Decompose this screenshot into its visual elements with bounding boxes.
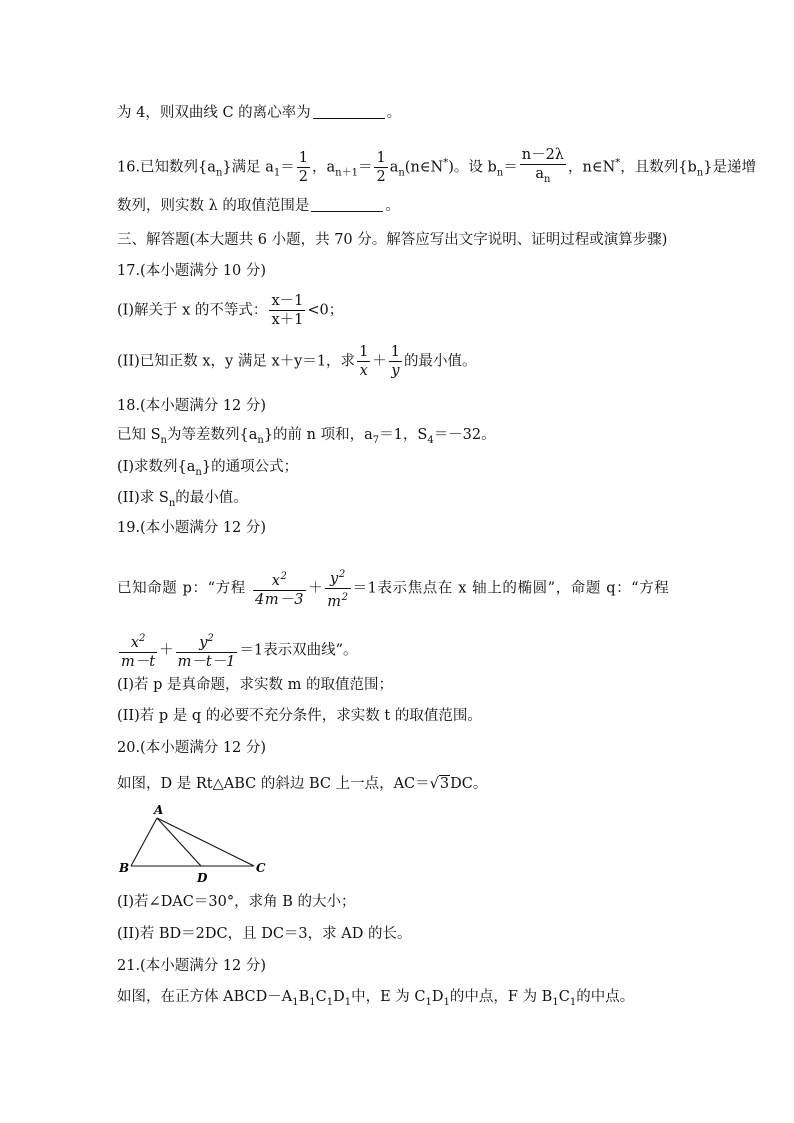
- numerator-text: x: [130, 634, 139, 651]
- q16-text: 数列，则实数 λ 的取值范围是: [117, 198, 310, 214]
- q19-text: ＝1表示双曲线”。: [239, 642, 358, 659]
- fraction-inequality: [269, 292, 305, 329]
- denominator: 2: [376, 168, 386, 185]
- q16-text: ＝: [503, 159, 518, 176]
- q20-text: 如图，D 是 Rt△ABC 的斜边 BC 上一点，AC＝: [117, 776, 430, 792]
- numerator-text: x: [271, 572, 281, 589]
- q17-text: (I)解关于 x 的不等式：: [117, 302, 268, 319]
- q17-text: 的最小值。: [404, 353, 477, 370]
- q21-text: 的中点，F 为 B: [449, 989, 553, 1005]
- numerator: [325, 566, 350, 589]
- denominator: x: [359, 363, 368, 379]
- numerator: [176, 630, 238, 653]
- q21-text: 中，E 为 C: [351, 989, 426, 1005]
- numerator: 1: [376, 149, 386, 166]
- sqrt-three: √3: [429, 776, 450, 792]
- fraction-bn: [520, 146, 566, 189]
- side-ac: [157, 818, 254, 866]
- q16-text: (n∈N: [404, 159, 444, 176]
- numerator: 1: [390, 344, 401, 360]
- subscript: n: [543, 173, 551, 185]
- fraction-y2-over-m2: [325, 566, 350, 611]
- fraction-one-half: [374, 149, 387, 186]
- numerator: [253, 568, 306, 591]
- q19-stem-line-1: [117, 566, 669, 611]
- denominator-text: a: [535, 166, 544, 182]
- q15-text: 为 4，则双曲线 C 的离心率为: [117, 105, 311, 121]
- segment-ad: [157, 818, 201, 866]
- q19-part-2: (II)若 p 是 q 的必要不充分条件，求实数 t 的取值范围。: [117, 708, 482, 724]
- numerator: [119, 630, 157, 653]
- fraction-x2-over-m-t: [119, 630, 157, 671]
- denominator: 4m－3: [255, 591, 305, 608]
- q15-end: 。: [386, 105, 402, 121]
- q16-text: }满足 a: [222, 159, 274, 176]
- q17-part-1: [117, 292, 343, 329]
- superscript: *: [615, 157, 621, 169]
- q17-part-2: [117, 343, 477, 380]
- q16-text: ，a: [311, 159, 336, 176]
- subscript: 1: [569, 996, 577, 1008]
- subscript: 1: [292, 996, 299, 1008]
- subscript: n: [195, 466, 202, 478]
- subscript: 1: [273, 167, 281, 179]
- q19-text: ＝1表示焦点在 x 轴上的椭圆”，命题 q：“方程: [352, 580, 670, 597]
- q19-stem-line-2: [117, 630, 358, 671]
- vertex-label-b: B: [119, 861, 130, 875]
- fraction-y2-over-m-t-1: [176, 630, 238, 671]
- q21-text: C: [558, 989, 570, 1005]
- answer-blank[interactable]: [313, 104, 385, 119]
- section-3-heading: 三、解答题(本大题共 6 小题，共 70 分。解答应写出文字说明、证明过程或演算步骤): [117, 232, 668, 248]
- q21-stem: [117, 987, 634, 1013]
- subscript: n＋1: [335, 167, 358, 179]
- q19-text: 已知命题 p：“方程: [117, 580, 252, 597]
- q16-line-2: [117, 196, 400, 216]
- subscript: n: [257, 434, 264, 446]
- q16-text: ，n∈N: [568, 159, 616, 176]
- fraction-one-half: [297, 149, 310, 186]
- subscript: 1: [552, 996, 559, 1008]
- numerator: x－1: [271, 293, 304, 309]
- q17-text: (II)已知正数 x，y 满足 x＋y＝1，求: [117, 353, 356, 370]
- numerator: n－2λ: [521, 147, 564, 163]
- q21-text: D: [333, 989, 345, 1005]
- subscript: 7: [372, 434, 380, 446]
- q21-text: 的中点。: [576, 989, 635, 1005]
- q18-heading: 18.(本小题满分 12 分): [117, 398, 267, 414]
- q18-text: 为等差数列{a: [167, 427, 258, 443]
- q18-text: 的最小值。: [175, 490, 248, 506]
- denominator: m－t: [121, 653, 156, 670]
- numerator-text: y: [199, 634, 208, 651]
- denominator: y: [391, 363, 400, 379]
- q19-part-1: (I)若 p 是真命题，求实数 m 的取值范围；: [117, 677, 394, 693]
- q18-stem: [117, 425, 496, 451]
- superscript: 2: [207, 633, 214, 644]
- subscript: n: [696, 167, 704, 179]
- q18-text: 已知 S: [117, 427, 161, 443]
- vertex-label-c: C: [256, 861, 266, 875]
- q16-text: a: [389, 159, 399, 176]
- radicand: 3: [439, 776, 450, 792]
- q16-end: 。: [385, 198, 400, 214]
- q19-heading: 19.(本小题满分 12 分): [117, 520, 267, 536]
- denominator: [520, 165, 566, 189]
- q18-text: }的通项公式；: [201, 459, 299, 475]
- q18-text: }的前 n 项和，a: [263, 427, 373, 443]
- vertex-label-a: A: [154, 803, 164, 817]
- fraction-x2-over-4m-3: [253, 568, 306, 609]
- superscript: 2: [338, 569, 346, 580]
- q15-tail-line: [117, 103, 401, 123]
- numerator: 1: [359, 344, 369, 360]
- q16-text: ，且数列{b: [620, 159, 697, 176]
- q17-heading: 17.(本小题满分 10 分): [117, 263, 267, 279]
- q21-text: D: [431, 989, 444, 1005]
- q20-heading: 20.(本小题满分 12 分): [117, 740, 267, 756]
- superscript: 2: [280, 570, 288, 582]
- q21-text: B: [298, 989, 310, 1005]
- q17-text: <0；: [307, 302, 344, 319]
- subscript: n: [160, 434, 167, 446]
- q16-text: 16.已知数列{a: [117, 159, 216, 176]
- fraction-one-over-y: [389, 343, 402, 380]
- subscript: 1: [326, 996, 334, 1008]
- subscript: n: [168, 497, 176, 509]
- q18-text: (I)求数列{a: [117, 459, 196, 475]
- denominator: x＋1: [271, 312, 304, 328]
- denominator: [325, 589, 350, 611]
- superscript: *: [443, 157, 449, 169]
- numerator-text: y: [330, 570, 339, 587]
- superscript: 2: [341, 591, 349, 603]
- q21-text: C: [315, 989, 327, 1005]
- q18-text: ＝－32。: [433, 427, 496, 443]
- subscript: n: [215, 167, 223, 179]
- q20-part-2: (II)若 BD＝2DC，且 DC＝3，求 AD 的长。: [117, 926, 412, 942]
- q21-heading: 21.(本小题满分 12 分): [117, 958, 267, 974]
- triangle-figure: [117, 802, 277, 886]
- q16-line-1: [117, 146, 756, 189]
- q16-text: }是递增: [703, 159, 756, 176]
- q21-text: 如图，在正方体 ABCD－A: [117, 989, 293, 1005]
- q18-text: ＝1，S: [379, 427, 428, 443]
- q18-part-2: [117, 488, 248, 514]
- numerator: 1: [298, 149, 308, 166]
- subscript: n: [398, 167, 405, 179]
- point-label-d: D: [197, 871, 208, 885]
- q16-text: )。设 b: [448, 159, 497, 176]
- subscript: 1: [425, 996, 432, 1008]
- q20-stem: [117, 774, 487, 794]
- plus-sign: ＋: [308, 580, 324, 597]
- q20-text: DC。: [450, 776, 488, 792]
- fraction-one-over-x: [357, 343, 370, 380]
- answer-blank[interactable]: [311, 197, 383, 212]
- q18-part-1: [117, 457, 298, 483]
- q18-text: (II)求 S: [117, 490, 169, 506]
- side-ab: [131, 818, 157, 866]
- plus-sign: ＋: [372, 353, 387, 370]
- subscript: n: [496, 167, 504, 179]
- denominator: m－t－1: [177, 653, 236, 670]
- subscript: 1: [443, 996, 450, 1008]
- denominator-text: m: [327, 593, 342, 610]
- subscript: 1: [309, 996, 316, 1008]
- q16-text: ＝: [357, 159, 373, 176]
- subscript: 1: [344, 996, 352, 1008]
- q20-part-1: (I)若∠DAC＝30°，求角 B 的大小；: [117, 894, 356, 910]
- plus-sign: ＋: [159, 642, 174, 659]
- denominator: 2: [298, 168, 308, 185]
- q16-text: ＝: [280, 159, 295, 176]
- subscript: 4: [427, 434, 434, 446]
- superscript: 2: [138, 633, 146, 644]
